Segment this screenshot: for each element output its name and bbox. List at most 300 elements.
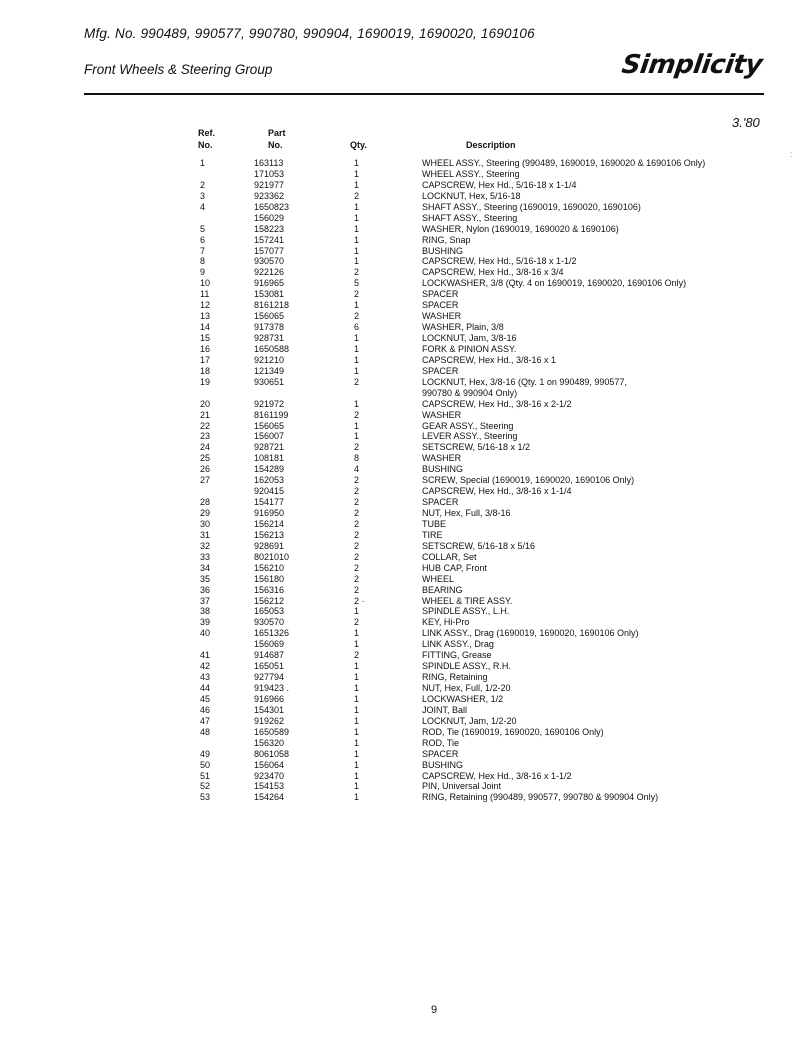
- quantity: 5: [354, 278, 360, 289]
- description: 990780 & 990904 Only): [422, 387, 518, 398]
- description: GEAR ASSY., Steering: [422, 420, 514, 431]
- part-number: 920415: [254, 486, 285, 497]
- quantity: 2: [354, 650, 360, 661]
- description: SPINDLE ASSY., R.H.: [422, 661, 511, 672]
- part-number: 1650589: [254, 726, 290, 737]
- brand-logo: Simplicity: [619, 50, 764, 80]
- part-number: 156065: [254, 420, 285, 431]
- quantity: 2: [354, 289, 360, 300]
- quantity: 2: [354, 267, 360, 278]
- ref-number: 30: [200, 518, 211, 529]
- part-number: 921210: [254, 354, 285, 365]
- table-row: [186, 541, 766, 552]
- quantity: 1: [354, 759, 360, 770]
- description: SETSCREW, 5/16-18 x 1/2: [422, 442, 531, 453]
- quantity: 2: [354, 376, 360, 387]
- quantity: 1: [354, 223, 360, 234]
- part-number: 8161218: [254, 300, 290, 311]
- quantity: 1: [354, 748, 360, 759]
- ref-number: 11: [200, 289, 210, 300]
- table-row: [186, 760, 766, 771]
- part-number: 156320: [254, 737, 285, 748]
- quantity: 2: [354, 617, 360, 628]
- ref-number: 23: [200, 431, 211, 442]
- quantity: 2: [354, 508, 360, 518]
- ref-number: [186, 388, 254, 399]
- quantity: [354, 388, 422, 399]
- table-row: [186, 563, 766, 574]
- part-number: 157241: [254, 234, 285, 245]
- table-row: [186, 508, 766, 519]
- table-row: [186, 705, 766, 716]
- ref-number: 49: [200, 748, 211, 759]
- quantity: 1: [354, 245, 360, 256]
- part-number: 1650823: [254, 201, 290, 212]
- table-row: [186, 355, 766, 366]
- quantity: 8: [354, 453, 360, 464]
- ref-number: 34: [200, 562, 211, 573]
- description: LOCKNUT, Jam, 3/8-16: [422, 333, 517, 343]
- table-row: [186, 530, 766, 541]
- part-number: 928691: [254, 540, 285, 551]
- quantity: 1: [354, 737, 360, 748]
- description: WHEEL ASSY., Steering: [422, 168, 520, 179]
- description: LOCKNUT, Jam, 1/2-20: [422, 715, 517, 726]
- quantity: 1: [354, 179, 360, 190]
- table-row: [186, 289, 766, 300]
- page-number: 9: [431, 1004, 438, 1016]
- parts-list: [186, 158, 766, 803]
- table-row: [186, 431, 766, 442]
- description: LINK ASSY., Drag (1690019, 1690020, 1690106 Only): [422, 628, 639, 639]
- ref-number: 43: [200, 672, 211, 683]
- part-number: 930570: [254, 256, 285, 267]
- quantity: 2: [354, 409, 360, 420]
- quantity: 1: [354, 333, 360, 343]
- description: NUT, Hex, Full, 1/2-20: [422, 683, 511, 693]
- part-number: 156180: [254, 573, 285, 584]
- table-row: [186, 694, 766, 705]
- table-row: [186, 169, 766, 180]
- table-row: [186, 585, 766, 596]
- description: FORK & PINION ASSY.: [422, 343, 517, 354]
- description: RING, Snap: [422, 234, 471, 245]
- ref-number: 48: [200, 726, 211, 737]
- ref-number: 2: [200, 179, 206, 190]
- part-number: 156029: [254, 212, 285, 223]
- quantity: 2: [354, 442, 360, 453]
- ref-number: 39: [200, 617, 211, 628]
- quantity: 1: [354, 420, 360, 431]
- description: HUB CAP, Front: [422, 562, 487, 573]
- part-number: 156212: [254, 595, 285, 606]
- ref-number: 10: [200, 278, 211, 289]
- description: LOCKNUT, Hex, 5/16-18: [422, 190, 521, 201]
- description: WASHER, Nylon (1690019, 1690020 & 1690106): [422, 223, 619, 234]
- table-row: [186, 213, 766, 224]
- quantity: 1: [354, 365, 360, 376]
- part-number: 158223: [254, 223, 285, 234]
- part-number: [254, 388, 354, 399]
- part-number: 121349: [254, 365, 285, 376]
- table-row: [186, 650, 766, 661]
- description: WHEEL: [422, 573, 455, 584]
- part-number: 163113: [254, 158, 284, 168]
- ref-number: 8: [200, 256, 206, 267]
- table-row: [186, 344, 766, 355]
- description: NUT, Hex, Full, 3/8-16: [422, 508, 511, 518]
- description: LOCKWASHER, 3/8 (Qty. 4 on 1690019, 1690020, 1690106 Only): [422, 278, 687, 289]
- part-number: 154153: [254, 781, 285, 792]
- ref-number: 17: [200, 354, 211, 365]
- table-row: [186, 388, 766, 399]
- part-number: 8061058: [254, 748, 290, 759]
- ref-number: 1: [200, 158, 206, 168]
- part-number: 928721: [254, 442, 285, 453]
- table-row: [186, 311, 766, 322]
- table-row: [186, 453, 766, 464]
- part-number: 108181: [254, 453, 285, 464]
- table-row: [186, 202, 766, 213]
- ref-number: 24: [200, 442, 211, 453]
- quantity: 1: [354, 661, 360, 672]
- description: ROD, Tie (1690019, 1690020, 1690106 Only): [422, 726, 604, 737]
- quantity: 1: [354, 639, 360, 650]
- section-title: Front Wheels & Steering Group: [84, 62, 273, 77]
- description: SPACER: [422, 497, 459, 508]
- ref-number: 42: [200, 661, 211, 672]
- ref-number: 7: [200, 245, 206, 256]
- part-number: 930570: [254, 617, 285, 628]
- quantity: 1: [354, 606, 360, 617]
- table-row: [186, 738, 766, 749]
- ref-number: 15: [200, 333, 211, 343]
- quantity: 2: [354, 497, 360, 508]
- part-number: 156213: [254, 529, 285, 540]
- table-row: [186, 792, 766, 803]
- col-header-ref-line2: No.: [198, 140, 213, 150]
- ref-number: 51: [200, 770, 211, 781]
- description: CAPSCREW, Hex Hd., 3/8-16 x 3/4: [422, 267, 564, 278]
- part-number: 165051: [254, 661, 285, 672]
- table-row: [186, 464, 766, 475]
- description: SCREW, Special (1690019, 1690020, 1690106 Only): [422, 475, 635, 486]
- quantity: 1: [354, 212, 360, 223]
- ref-number: [186, 213, 254, 224]
- description: BUSHING: [422, 245, 464, 256]
- header-rule: [84, 93, 764, 95]
- quantity: 1: [354, 770, 360, 781]
- ref-number: 38: [200, 606, 211, 617]
- part-number: 157077: [254, 245, 285, 256]
- quantity: 1: [354, 628, 360, 639]
- ref-number: 13: [200, 311, 211, 322]
- ref-number: [186, 738, 254, 749]
- quantity: 1: [354, 256, 360, 267]
- col-header-ref: [198, 127, 215, 151]
- description: WASHER: [422, 453, 462, 464]
- ref-number: 41: [200, 650, 211, 661]
- quantity: 2: [354, 311, 360, 322]
- description: TUBE: [422, 518, 447, 529]
- description: SHAFT ASSY., Steering: [422, 212, 518, 223]
- description: WASHER: [422, 311, 462, 322]
- col-header-ref-line1: Ref.: [198, 128, 216, 138]
- part-number: 8161199: [254, 409, 289, 420]
- table-row: [186, 727, 766, 738]
- table-row: [186, 672, 766, 683]
- description: PIN, Universal Joint: [422, 781, 502, 792]
- ref-number: 46: [200, 704, 211, 715]
- part-number: 156064: [254, 759, 285, 770]
- part-number: 921977: [254, 179, 285, 190]
- part-number: 156069: [254, 639, 285, 650]
- table-row: [186, 486, 766, 497]
- ref-number: 21: [200, 409, 211, 420]
- table-row: [186, 497, 766, 508]
- part-number: 154264: [254, 792, 285, 803]
- ref-number: 22: [200, 420, 211, 431]
- table-row: [186, 552, 766, 563]
- quantity: 2: [354, 190, 360, 201]
- col-header-part: [268, 127, 286, 151]
- description: WHEEL & TIRE ASSY.: [422, 595, 513, 606]
- table-row: [186, 278, 766, 289]
- col-header-part-line1: Part: [268, 128, 286, 138]
- table-row: [186, 749, 766, 760]
- table-row: [186, 256, 766, 267]
- part-number: 916965: [254, 278, 285, 289]
- part-number: 922126: [254, 267, 285, 278]
- part-number: 154289: [254, 464, 285, 475]
- table-row: [186, 519, 766, 530]
- quantity: 2: [354, 518, 360, 529]
- description: TIRE: [422, 529, 443, 540]
- quantity: 2: [354, 475, 360, 486]
- table-row: [186, 661, 766, 672]
- description: CAPSCREW, Hex Hd., 3/8-16 x 1-1/2: [422, 770, 572, 781]
- col-header-description: Description: [466, 140, 516, 150]
- quantity: 1: [354, 781, 360, 792]
- table-row: [186, 399, 766, 410]
- ref-number: 26: [200, 464, 211, 475]
- part-number: 153081: [254, 289, 285, 300]
- quantity: 1: [354, 201, 360, 212]
- table-row: [186, 421, 766, 432]
- ref-number: 50: [200, 759, 211, 770]
- quantity: 1: [354, 168, 360, 179]
- quantity: 2: [354, 562, 360, 573]
- quantity: 2: [354, 551, 360, 562]
- ref-number: 47: [200, 715, 211, 726]
- quantity: 1: [354, 431, 360, 442]
- quantity: 1: [354, 704, 360, 715]
- quantity: 2: [354, 540, 360, 551]
- description: SPINDLE ASSY., L.H.: [422, 606, 510, 617]
- ref-number: 36: [200, 584, 211, 595]
- part-number: 156316: [254, 584, 285, 595]
- table-row: [186, 639, 766, 650]
- quantity: 1: [354, 234, 360, 245]
- table-row: [186, 333, 766, 344]
- ref-number: 12: [200, 300, 211, 311]
- part-number: 930651: [254, 376, 285, 387]
- quantity: 1: [354, 343, 360, 354]
- table-row: [186, 606, 766, 617]
- table-row: [186, 322, 766, 333]
- part-number: 919423 .: [254, 683, 290, 693]
- table-row: [186, 617, 766, 628]
- quantity: 2 ·: [354, 595, 365, 606]
- mfg-numbers: Mfg. No. 990489, 990577, 990780, 990904, 1690019, 1690020, 1690106: [84, 26, 535, 41]
- ref-number: [186, 169, 254, 180]
- part-number: 156065: [254, 311, 285, 322]
- quantity: 1: [354, 158, 360, 168]
- ref-number: 31: [200, 529, 211, 540]
- table-row: [186, 366, 766, 377]
- description: CAPSCREW, Hex Hd., 5/16-18 x 1-1/4: [422, 179, 577, 190]
- part-number: 154301: [254, 704, 285, 715]
- description: SPACER: [422, 365, 459, 376]
- col-header-part-line2: No.: [268, 140, 283, 150]
- table-row: [186, 180, 766, 191]
- part-number: 928731: [254, 333, 285, 343]
- part-number: 162053: [254, 475, 285, 486]
- ref-number: 35: [200, 573, 211, 584]
- part-number: 156214: [254, 518, 285, 529]
- table-row: [186, 628, 766, 639]
- description: ROD, Tie: [422, 737, 460, 748]
- part-number: 156210: [254, 562, 285, 573]
- ref-number: 29: [200, 508, 211, 518]
- quantity: 1: [354, 354, 360, 365]
- revision-date: 3.'80: [732, 115, 760, 130]
- description: RING, Retaining (990489, 990577, 990780 & 990904 Only): [422, 792, 659, 803]
- part-number: 154177: [254, 497, 285, 508]
- description: CAPSCREW, Hex Hd., 3/8-16 x 2-1/2: [422, 398, 572, 409]
- description: SETSCREW, 5/16-18 x 5/16: [422, 540, 536, 551]
- table-row: [186, 781, 766, 792]
- quantity: 1: [354, 300, 360, 311]
- part-number: 917378: [254, 322, 285, 333]
- ref-number: 4: [200, 201, 206, 212]
- ref-number: 28: [200, 497, 211, 508]
- quantity: 2: [354, 486, 360, 497]
- ref-number: 3: [200, 190, 206, 201]
- description: WHEEL ASSY., Steering (990489, 1690019, 1690020 & 1690106 Only): [422, 158, 706, 168]
- description: RING, Retaining: [422, 672, 488, 683]
- description: FITTING, Grease: [422, 650, 492, 661]
- col-header-qty: Qty.: [350, 140, 367, 150]
- description: CAPSCREW, Hex Hd., 3/8-16 x 1-1/4: [422, 486, 572, 497]
- description: CAPSCREW, Hex Hd., 5/16-18 x 1-1/2: [422, 256, 577, 267]
- quantity: 1: [354, 715, 360, 726]
- table-row: [186, 574, 766, 585]
- description: KEY, Hi-Pro: [422, 617, 470, 628]
- part-number: 1650588: [254, 343, 290, 354]
- table-row: [186, 191, 766, 202]
- quantity: 1: [354, 792, 360, 803]
- quantity: 1: [354, 726, 360, 737]
- part-number: 916950: [254, 508, 285, 518]
- description: BUSHING: [422, 464, 464, 475]
- part-number: 171053: [254, 168, 285, 179]
- table-row: [186, 596, 766, 607]
- description: BEARING: [422, 584, 463, 595]
- ref-number: 20: [200, 398, 211, 409]
- ref-number: 44: [200, 683, 211, 693]
- description: CAPSCREW, Hex Hd., 3/8-16 x 1: [422, 354, 557, 365]
- quantity: 2: [354, 584, 360, 595]
- table-row: [186, 235, 766, 246]
- part-number: 916966: [254, 693, 285, 704]
- quantity: 2: [354, 573, 360, 584]
- description: LINK ASSY., Drag: [422, 639, 494, 650]
- description: SHAFT ASSY., Steering (1690019, 1690020, 1690106): [422, 201, 641, 212]
- ref-number: 52: [200, 781, 211, 792]
- ref-number: 27: [200, 475, 211, 486]
- description: JOINT, Ball: [422, 704, 468, 715]
- ref-number: 14: [200, 322, 211, 333]
- quantity: 1: [354, 398, 360, 409]
- ref-number: 33: [200, 551, 211, 562]
- description: SPACER: [422, 748, 459, 759]
- ref-number: 18: [200, 365, 211, 376]
- description: WASHER: [422, 409, 462, 420]
- table-row: [186, 377, 766, 388]
- table-row: [186, 683, 766, 694]
- part-number: 1651326: [254, 628, 290, 639]
- quantity: 2: [354, 529, 360, 540]
- ref-number: 16: [200, 343, 211, 354]
- ref-number: 5: [200, 223, 206, 234]
- table-row: [186, 771, 766, 782]
- part-number: 923470: [254, 770, 285, 781]
- table-row: [186, 410, 766, 421]
- quantity: 1: [354, 672, 360, 683]
- table-row: [186, 267, 766, 278]
- description: LOCKWASHER, 1/2: [422, 693, 504, 704]
- ref-number: [186, 639, 254, 650]
- part-number: 165053: [254, 606, 285, 617]
- ref-number: 6: [200, 234, 206, 245]
- ref-number: 25: [200, 453, 211, 464]
- quantity: 6: [354, 322, 360, 333]
- ref-number: [186, 486, 254, 497]
- part-number: 927794: [254, 672, 285, 683]
- description: SPACER: [422, 289, 459, 300]
- table-row: [186, 475, 766, 486]
- ref-number: 19: [200, 376, 211, 387]
- quantity: 1: [354, 693, 360, 704]
- description: WASHER, Plain, 3/8: [422, 322, 504, 333]
- description: SPACER: [422, 300, 459, 311]
- table-row: [186, 158, 766, 169]
- quantity: 4: [354, 464, 360, 475]
- ref-number: 40: [200, 628, 211, 639]
- ref-number: 37: [200, 595, 211, 606]
- ref-number: 9: [200, 267, 206, 278]
- part-number: 921972: [254, 398, 285, 409]
- table-row: [186, 300, 766, 311]
- part-number: 8021010: [254, 551, 290, 562]
- table-row: [186, 442, 766, 453]
- table-row: [186, 716, 766, 727]
- ref-number: 53: [200, 792, 211, 803]
- description: BUSHING: [422, 759, 464, 770]
- ref-number: 32: [200, 540, 211, 551]
- quantity: 1: [354, 683, 360, 693]
